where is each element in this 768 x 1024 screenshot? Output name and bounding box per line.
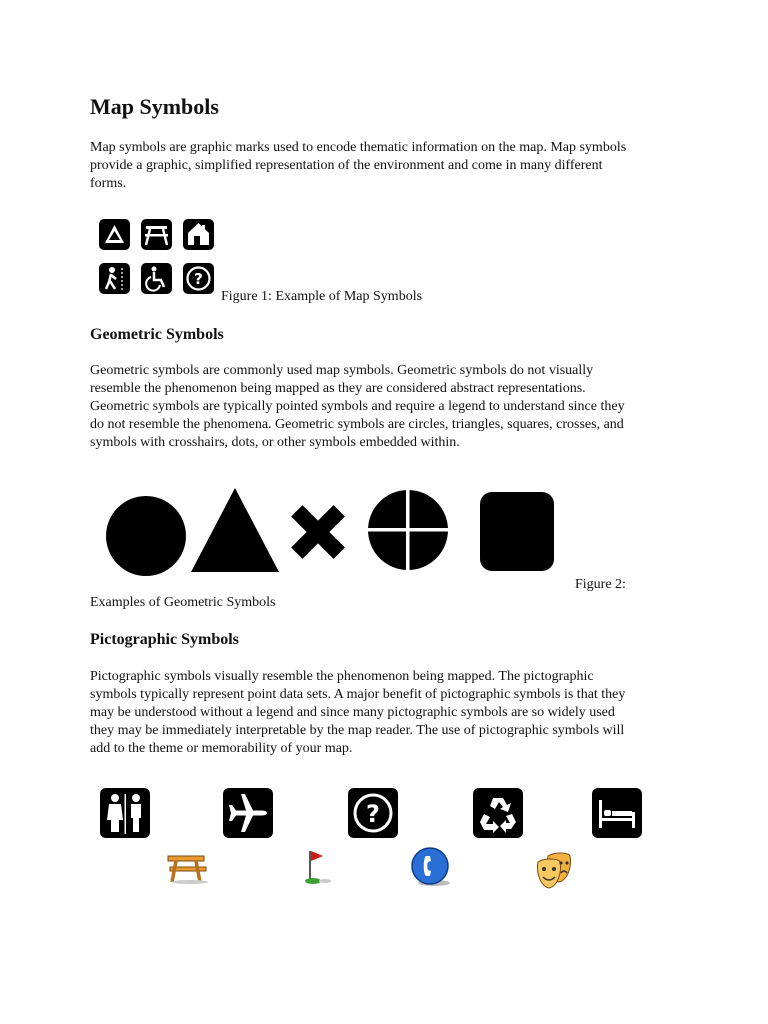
airport-icon <box>223 788 273 838</box>
intro-paragraph <box>90 139 680 193</box>
intro-line: provide a graphic, simplified representation of the environment and come in many different <box>90 158 603 173</box>
information-icon <box>183 263 214 294</box>
picnic-table-icon <box>168 856 208 884</box>
geometric-paragraph <box>90 362 680 452</box>
figure1-icons <box>98 218 218 298</box>
pictographic-line: add to the theme or memorability of your map. <box>90 741 353 756</box>
figure2-caption-part2: Examples of Geometric Symbols <box>90 595 276 610</box>
svg-text:?: ? <box>194 270 203 288</box>
figure3-icons <box>98 786 658 898</box>
restroom-icon <box>100 788 150 838</box>
svg-text:?: ? <box>366 800 380 828</box>
cross-icon <box>276 490 361 575</box>
telephone-icon <box>412 848 450 886</box>
triangle-icon <box>191 488 279 572</box>
intro-line: forms. <box>90 176 127 191</box>
square-icon <box>480 492 554 571</box>
pictographic-line: may be understood without a legend and since many pictographic symbols are so widely used <box>90 705 615 720</box>
pictographic-line: they may be immediately interpretable by the map reader. The use of pictographic symbols will <box>90 723 625 738</box>
geometric-line: resemble the phenomenon being mapped as they are considered abstract representations. <box>90 381 586 396</box>
figure1-caption: Figure 1: Example of Map Symbols <box>221 289 423 304</box>
geometric-line: symbols with crosshairs, dots, or other symbols embedded within. <box>90 435 460 450</box>
shelter-icon <box>183 219 214 250</box>
hiker-icon <box>99 263 130 294</box>
pictographic-paragraph <box>90 668 680 758</box>
crosshair-circle-icon <box>368 490 448 570</box>
intro-line: Map symbols are graphic marks used to encode thematic information on the map. Map symbols <box>90 140 627 155</box>
lodging-icon <box>592 788 642 838</box>
golf-flag-icon <box>305 851 331 884</box>
geometric-line: Geometric symbols are commonly used map symbols. Geometric symbols do not visually <box>90 363 594 378</box>
page-title: Map Symbols <box>90 94 219 119</box>
tent-icon <box>99 219 130 250</box>
geometric-heading: Geometric Symbols <box>90 326 224 343</box>
figure2-shapes <box>104 484 559 576</box>
information-icon <box>348 788 398 838</box>
wheelchair-icon <box>141 263 172 294</box>
picnic-table-icon <box>141 219 172 250</box>
pictographic-heading: Pictographic Symbols <box>90 631 239 648</box>
recycling-icon <box>473 788 523 838</box>
circle-icon <box>106 496 186 576</box>
pictographic-line: symbols typically represent point data sets. A major benefit of pictographic symbols is that they <box>90 687 626 702</box>
figure2-caption-part1: Figure 2: <box>575 577 626 592</box>
geometric-line: Geometric symbols are typically pointed symbols and require a legend to understand since they <box>90 399 625 414</box>
geometric-line: do not resemble the phenomena. Geometric symbols are circles, triangles, squares, crosses, and <box>90 417 624 432</box>
theater-masks-icon <box>537 853 570 888</box>
pictographic-line: Pictographic symbols visually resemble the phenomenon being mapped. The pictographic <box>90 669 594 684</box>
